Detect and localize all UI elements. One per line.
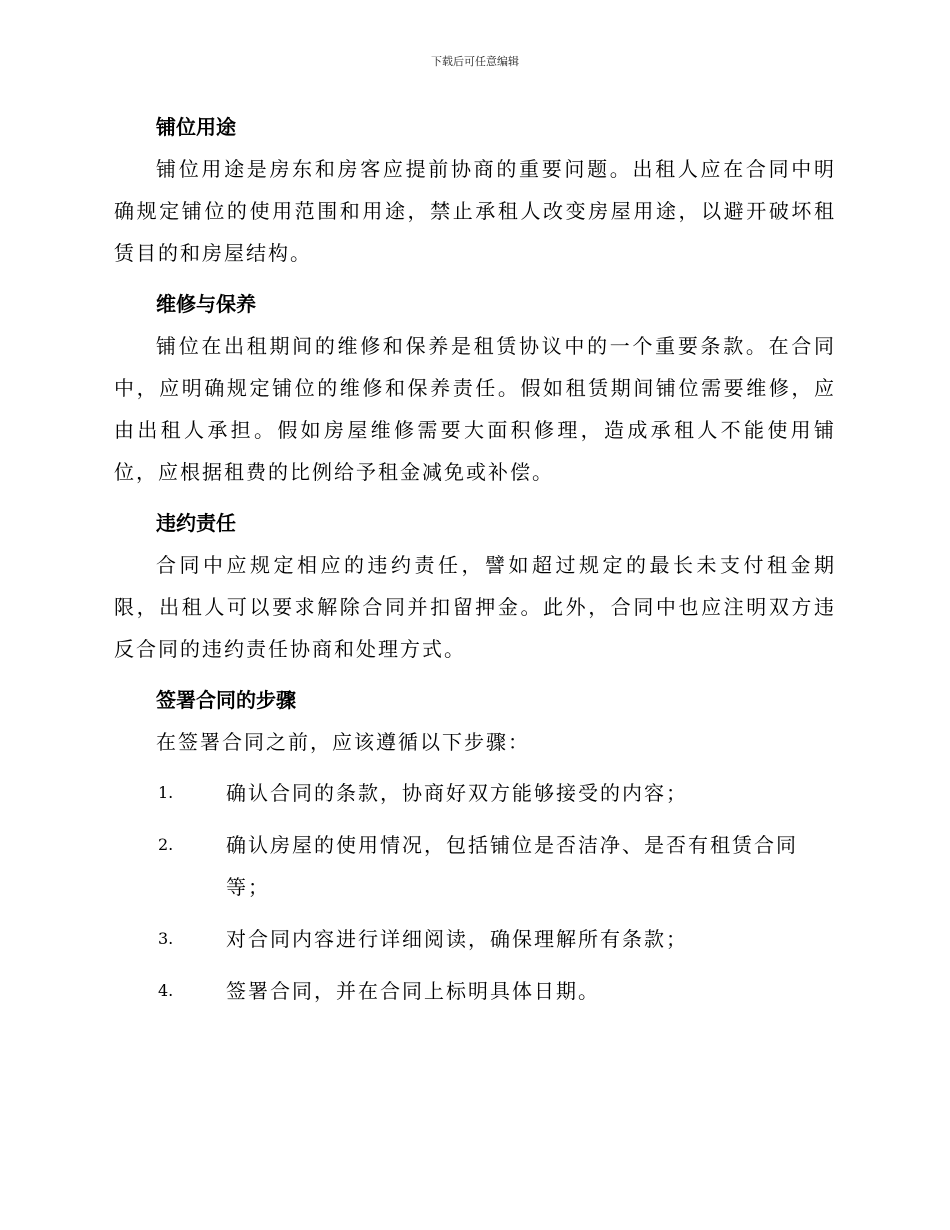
header-note: 下载后可任意编辑 [431, 55, 519, 68]
section-heading-usage: 铺位用途 [156, 115, 236, 139]
section-paragraph-signing-intro: 在签署合同之前，应该遵循以下步骤： [156, 730, 530, 754]
section-paragraph-usage: 铺位用途是房东和房客应提前协商的重要问题。出租人应在合同中明确规定铺位的使用范围和用途，禁止承租人改变房屋用途，以避开破坏租赁目的和房屋结构。 [114, 157, 836, 265]
section-paragraph-liability: 合同中应规定相应的违约责任，譬如超过规定的最长未支付租金期限，出租人可以要求解除合同并扣留押金。此外，合同中也应注明双方违反合同的违约责任协商和处理方式。 [114, 553, 836, 661]
section-paragraph-maintenance: 铺位在出租期间的维修和保养是租赁协议中的一个重要条款。在合同中，应明确规定铺位的维修和保养责任。假如租赁期间铺位需要维修，应由出租人承担。假如房屋维修需要大面积修理，造成承租人不能使用铺位，应根据租费的比例给予租金减免或补偿。 [114, 334, 836, 484]
list-item [114, 918, 836, 960]
list-item-number: 2. [158, 835, 174, 854]
list-item-number: 3. [158, 929, 174, 948]
list-item [114, 970, 836, 1012]
document-body [114, 106, 836, 1022]
list-item-text: 签署合同，并在合同上标明具体日期。 [226, 979, 600, 1003]
section-heading-liability: 违约责任 [156, 511, 236, 535]
list-item [114, 772, 836, 814]
section-heading-signing-steps: 签署合同的步骤 [156, 688, 296, 712]
list-item-number: 4. [158, 981, 174, 1000]
list-item [114, 824, 836, 908]
list-item-text: 对合同内容进行详细阅读，确保理解所有条款； [226, 927, 688, 951]
list-item-text: 确认房屋的使用情况，包括铺位是否洁净、是否有租赁合同等； [226, 833, 798, 899]
list-item-number: 1. [158, 783, 174, 802]
list-item-text: 确认合同的条款，协商好双方能够接受的内容； [226, 781, 688, 805]
section-heading-maintenance: 维修与保养 [156, 292, 256, 316]
